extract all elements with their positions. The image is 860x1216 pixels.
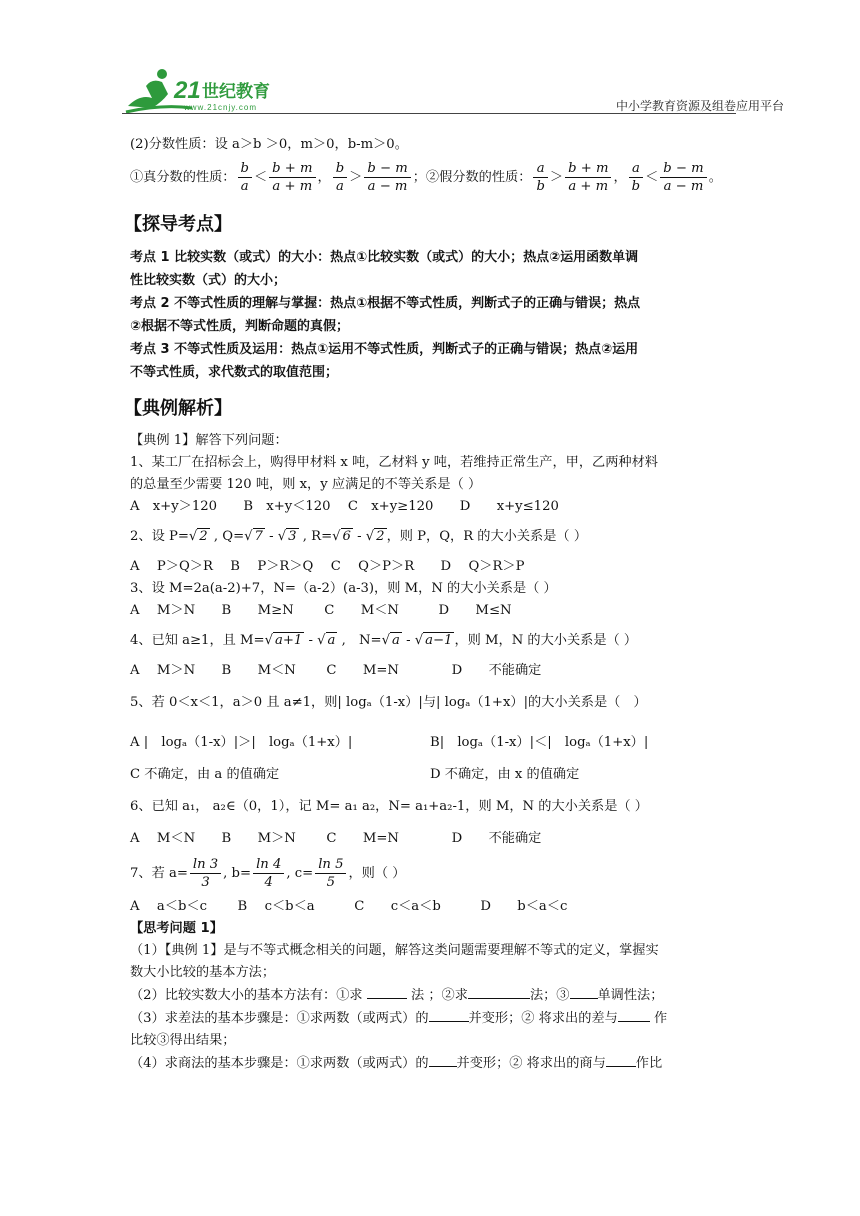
- formula-a-over-b-2: $\frac{a}{b}$: [629, 160, 643, 195]
- kaodian-line-1: 考点 1 比较实数（或式）的大小：热点①比较实数（或式）的大小；热点②运用函数单调: [130, 250, 639, 265]
- formula-bm-over-am: $\frac{b + m}{a + m}$: [269, 160, 315, 195]
- kaodian-line-2: 性比较实数（式）的大小；: [130, 273, 287, 288]
- logo-21cnjy: [122, 64, 292, 116]
- kaodian-line-4: ②根据不等式性质，判断命题的真假；: [130, 319, 350, 334]
- think-p2-d: 单调性法；: [597, 988, 664, 1003]
- formula-b-minus-m: $\frac{b - m}{a - m}$: [364, 160, 410, 195]
- q7-text: 7、若 a= $\frac{\ln 3}{3}$ , b= $\frac{\ln 4}{4}$ , c= $\frac{\ln 5}{5}$ ，则（ ）: [130, 857, 406, 890]
- q4-text: [130, 630, 736, 652]
- q2-post: ，则 P，Q，R 的大小关系是（ ）: [386, 529, 588, 544]
- header-divider: [122, 113, 736, 114]
- section-title-example: 【典例解析】: [124, 398, 232, 419]
- blank-3[interactable]: [570, 984, 598, 999]
- kaodian-line-6: 不等式性质，求代数式的取值范围；: [130, 365, 339, 380]
- q5-text: 5、若 0＜x＜1，a＞0 且 a≠1，则| logₐ（1-x）|与| logₐ（1+x）|的大小关系是（ ）: [130, 695, 647, 710]
- formula-ln4-4: $\frac{\ln 4}{4}$: [253, 856, 284, 891]
- q5-option-a: A | logₐ（1-x）|＞| logₐ（1+x）|: [130, 735, 353, 750]
- svg-text:世纪教育: 世纪教育: [202, 82, 270, 102]
- formula-ln3-3: $\frac{\ln 3}{3}$: [190, 856, 221, 891]
- q2-pre: 2、设 P=: [130, 529, 189, 544]
- kaodian-line-5: 考点 3 不等式性质及运用：热点①运用不等式性质，判断式子的正确与错误；热点②运用: [130, 342, 639, 357]
- q2-options: A P＞Q＞R B P＞R＞Q C Q＞P＞R D Q＞R＞P: [130, 559, 525, 574]
- q1-options: A x+y＞120 B x+y＜120 C x+y≥120 D x+y≤120: [130, 499, 559, 514]
- q6-options: A M＜N B M＞N C M=N D 不能确定: [130, 831, 542, 846]
- q5-options-cd: [130, 764, 736, 786]
- q5-options-ab: [130, 732, 736, 754]
- period: 。: [708, 170, 722, 185]
- q2-text: [130, 526, 736, 548]
- q5-option-c: C 不确定，由 a 的值确定: [130, 767, 280, 782]
- formula-b-over-a-2: $\frac{b}{a}$: [333, 160, 347, 195]
- think-p2-c: 法；③: [529, 988, 570, 1003]
- formula-ln5-5: $\frac{\ln 5}{5}$: [315, 856, 346, 891]
- blank-7[interactable]: [606, 1052, 636, 1067]
- think-p4-a: （4）求商法的基本步骤是：①求两数（或两式）的: [130, 1056, 429, 1071]
- think-title: 【思考问题 1】: [130, 921, 223, 936]
- blank-2[interactable]: [468, 984, 530, 999]
- blank-1[interactable]: [367, 984, 407, 999]
- q4-pre: 4、已知 a≥1，且 M=: [130, 633, 265, 648]
- q1-text-b: 的总量至少需要 120 吨，则 x，y 应满足的不等关系是（ ）: [130, 477, 482, 492]
- think-p3-b: 并变形；② 将求出的差与: [468, 1011, 618, 1026]
- proper-fraction-label: ①真分数的性质：: [130, 170, 236, 185]
- q3-options: A M＞N B M≥N C M＜N D M≤N: [130, 603, 512, 618]
- fraction-property-line: (2)分数性质：设 a＞b ＞0，m＞0，b-m＞0。: [130, 137, 408, 152]
- platform-name: 中小学教育资源及组卷应用平台: [615, 99, 784, 113]
- think-p3: [130, 1007, 736, 1030]
- svg-text:21: 21: [174, 77, 201, 104]
- q7-pre: 7、若 a=: [130, 866, 188, 881]
- q3-text: 3、设 M=2a(a-2)+7，N=（a-2）(a-3)，则 M，N 的大小关系是（ ）: [130, 581, 557, 596]
- think-p2-b: 法 ；②求: [410, 988, 468, 1003]
- think-p2: [130, 984, 736, 1007]
- example-title: 【典例 1】解答下列问题：: [130, 433, 288, 448]
- q7-post: ，则（ ）: [348, 866, 406, 881]
- think-p2-a: （2）比较实数大小的基本方法有：①求: [130, 988, 363, 1003]
- svg-text:www.21cnjy.com: www.21cnjy.com: [184, 103, 257, 112]
- q7-options: A a＜b＜c B c＜b＜a C c＜a＜b D b＜a＜c: [130, 899, 568, 914]
- formula-bm-over-am-2: $\frac{b + m}{a + m}$: [565, 160, 611, 195]
- think-p1-b: 数大小比较的基本方法；: [130, 965, 276, 980]
- think-p1-a: （1）【典例 1】是与不等式概念相关的问题，解答这类问题需要理解不等式的定义，掌握实: [130, 943, 659, 958]
- improper-fraction-label: ；②假分数的性质：: [412, 170, 532, 185]
- q2-formula: √ 2 , Q=√ 7 - √ 3 , R=√ 6 - √ 2: [188, 529, 385, 544]
- page-header: [0, 0, 860, 118]
- blank-4[interactable]: [429, 1007, 469, 1022]
- kaodian-line-3: 考点 2 不等式性质的理解与掌握：热点①根据不等式性质，判断式子的正确与错误；热点: [130, 296, 641, 311]
- q1-text-a: 1、某工厂在招标会上，购得甲材料 x 吨，乙材料 y 吨，若维持正常生产，甲，乙两种材料: [130, 455, 658, 470]
- think-p3-c: 作: [649, 1011, 668, 1026]
- q4-formula: √ a+1 - √ a , N=√ a - √ a−1: [264, 633, 453, 648]
- think-p3-a: （3）求差法的基本步骤是：①求两数（或两式）的: [130, 1011, 429, 1026]
- blank-6[interactable]: [429, 1052, 457, 1067]
- q4-options: A M＞N B M＜N C M=N D 不能确定: [130, 663, 542, 678]
- q5-option-d: D 不确定，由 x 的值确定: [430, 767, 580, 782]
- formula-b-minus-m-2: $\frac{b - m}{a - m}$: [660, 160, 706, 195]
- document-body: [124, 134, 736, 1075]
- q4-post: ，则 M，N 的大小关系是（ ）: [454, 633, 638, 648]
- think-p3-d: 比较③得出结果；: [130, 1033, 236, 1048]
- section-title-kaodian: 【探导考点】: [124, 214, 232, 235]
- think-p4-c: 作比: [635, 1056, 663, 1071]
- formula-a-over-b: $\frac{a}{b}$: [533, 160, 547, 195]
- formula-b-over-a: $\frac{b}{a}$: [238, 160, 252, 195]
- q6-text: 6、已知 a₁， a₂∈（0，1），记 M= a₁ a₂，N= a₁+a₂-1，则 M，N 的大小关系是（ ）: [130, 799, 648, 814]
- think-p4: [130, 1052, 736, 1075]
- q5-option-b: B| logₐ（1-x）|＜| logₐ（1+x）|: [430, 735, 649, 750]
- think-p4-b: 并变形；② 将求出的商与: [456, 1056, 606, 1071]
- fraction-formulas: ①真分数的性质： $\frac{b}{a}$ ＜ $\frac{b + m}{a + m}$ ， $\frac{b}{a}$ ＞ $\frac{b - m}{a - m}$ ；②假分数的性质： $\frac{a}{b}$ ＞ $\frac{b + m}{a + m}$ ， $\frac{a}{b}$ ＜ $\frac{b - m}{a - m}$ 。: [130, 161, 722, 194]
- blank-5[interactable]: [618, 1007, 650, 1022]
